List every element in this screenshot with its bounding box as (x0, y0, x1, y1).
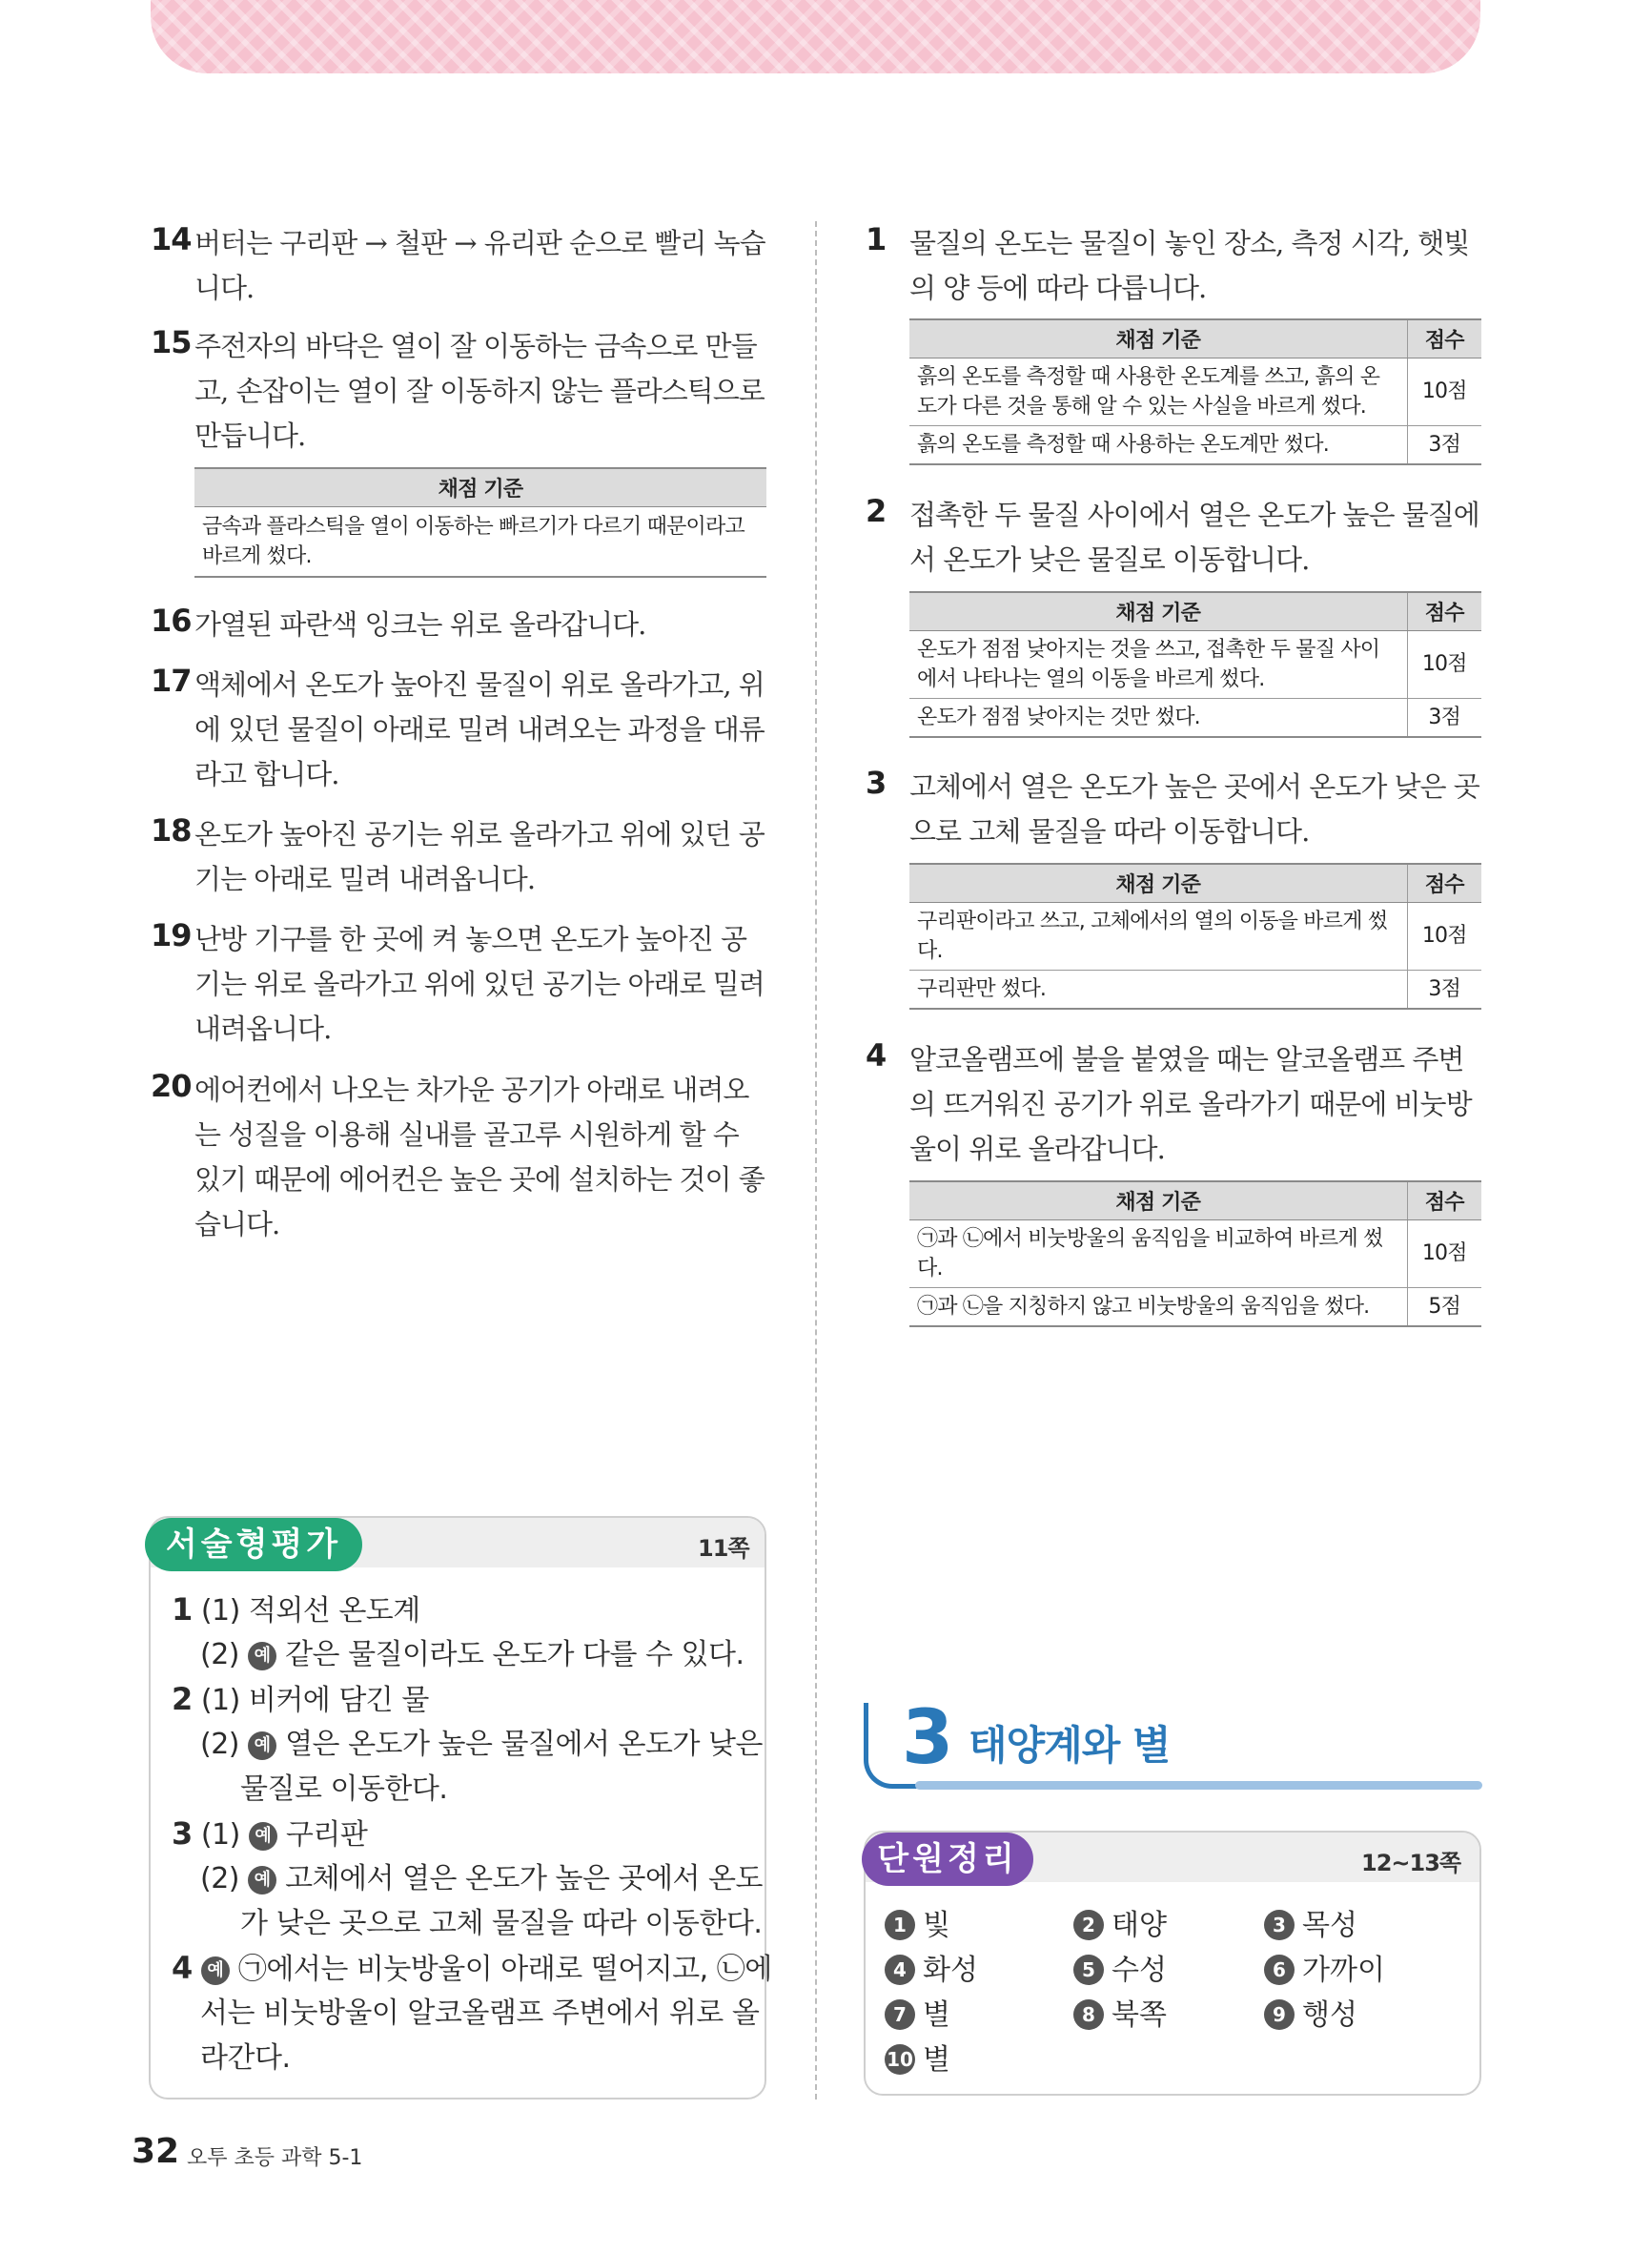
criteria-cell: 구리판이라고 쓰고, 고체에서의 열의 이동을 바르게 썼다. (909, 902, 1407, 970)
summary-item-text: 수성 (1112, 1954, 1167, 1987)
essay-answer-text: (1) (200, 1818, 249, 1852)
essay-page-ref: 11쪽 (698, 1535, 749, 1562)
answer-1-criteria-table (909, 318, 1481, 465)
circled-number-icon: 4 (885, 1955, 915, 1985)
criteria-cell: 금속과 플라스틱을 열이 이동하는 빠르기가 다르기 때문이라고 바르게 썼다. (194, 506, 766, 577)
question-number: 3 (866, 765, 887, 801)
essay-answer-number: 3 (172, 1815, 193, 1852)
circled-number-icon: 9 (1264, 1999, 1295, 2030)
essay-answer-line (200, 1632, 753, 1677)
criteria-header: 채점 기준 (909, 592, 1407, 630)
score-cell: 10점 (1407, 630, 1481, 698)
essay-answer-text: 라간다. (200, 2041, 291, 2075)
circled-number-icon: 5 (1073, 1955, 1104, 1985)
criteria-header: 채점 기준 (194, 468, 766, 506)
question-18 (151, 812, 770, 902)
question-text: 알코올램프에 불을 붙였을 때는 알코올램프 주변의 뜨거워진 공기가 위로 올라가기 때문에 비눗방울이 위로 올라갑니다. (909, 1043, 1472, 1165)
criteria-cell: 흙의 온도를 측정할 때 사용하는 온도계만 썼다. (909, 425, 1407, 464)
essay-answer-text: 물질로 이동한다. (240, 1772, 448, 1806)
score-cell: 3점 (1407, 698, 1481, 737)
page-number: 32 (132, 2132, 180, 2171)
answer-4-criteria-table (909, 1180, 1481, 1327)
essay-answer-text: 같은 물질이라도 온도가 다를 수 있다. (285, 1638, 744, 1671)
question-20 (151, 1068, 770, 1240)
score-header: 점수 (1407, 1181, 1481, 1219)
essay-answer-line (172, 1812, 753, 1857)
essay-answer-line (172, 1587, 753, 1633)
answer-2-criteria-table (909, 591, 1481, 738)
question-text: 버터는 구리판 → 철판 → 유리판 순으로 빨리 녹습니다. (194, 227, 765, 304)
score-cell: 3점 (1407, 425, 1481, 464)
essay-answer-text: 서는 비눗방울이 알코올램프 주변에서 위로 올 (200, 1997, 760, 2030)
summary-item-text: 태양 (1112, 1909, 1167, 1942)
essay-answer-number: 2 (172, 1681, 193, 1717)
answer-2 (866, 493, 1485, 583)
summary-item-text: 북쪽 (1112, 1998, 1167, 2032)
question-number: 17 (151, 663, 192, 699)
question-text: 에어컨에서 나오는 차가운 공기가 아래로 내려오는 성질을 이용해 실내를 골고루 시원하게 할 수 있기 때문에 에어컨은 높은 곳에 설치하는 것이 좋습니다. (194, 1074, 765, 1240)
score-cell: 10점 (1407, 358, 1481, 425)
criteria-cell: 온도가 점점 낮아지는 것만 썼다. (909, 698, 1407, 737)
question-text: 물질의 온도는 물질이 놓인 장소, 측정 시각, 햇빛의 양 등에 따라 다릅니다. (909, 227, 1470, 304)
question-number: 18 (151, 812, 192, 849)
criteria-header: 채점 기준 (909, 319, 1407, 358)
question-number: 14 (151, 221, 192, 257)
question-number: 16 (151, 603, 192, 639)
question-16 (151, 603, 770, 647)
example-mark-icon: 예 (249, 1822, 277, 1851)
essay-answer-text: 가 낮은 곳으로 고체 물질을 따라 이동한다. (240, 1907, 763, 1940)
summary-item-text: 화성 (923, 1954, 978, 1987)
book-title: 오투 초등 과학 5-1 (187, 2146, 363, 2170)
unit-summary-title: 단원정리 (862, 1833, 1033, 1886)
summary-item-text: 별 (923, 1998, 950, 2032)
summary-item-text: 빛 (923, 1909, 950, 1942)
essay-answer-line (200, 1991, 760, 2036)
essay-answer-text: 열은 온도가 높은 물질에서 온도가 낮은 (285, 1728, 763, 1761)
essay-answer-text: (1) 적외선 온도계 (200, 1594, 420, 1628)
example-mark-icon: 예 (201, 1956, 230, 1985)
q15-criteria-table (194, 467, 766, 578)
summary-item-text: 별 (923, 2043, 950, 2077)
question-text: 가열된 파란색 잉크는 위로 올라갑니다. (194, 608, 646, 641)
essay-answer-text: 고체에서 열은 온도가 높은 곳에서 온도 (285, 1862, 763, 1895)
question-text: 난방 기구를 한 곳에 켜 놓으면 온도가 높아진 공기는 위로 올라가고 위에 있던 공기는 아래로 밀려 내려옵니다. (194, 923, 765, 1045)
question-number: 4 (866, 1037, 887, 1074)
essay-answer-number: 4 (172, 1950, 193, 1986)
circled-number-icon: 3 (1264, 1910, 1295, 1940)
criteria-header: 채점 기준 (909, 864, 1407, 902)
criteria-header: 채점 기준 (909, 1181, 1407, 1219)
question-17 (151, 663, 770, 796)
answer-1 (866, 221, 1485, 311)
unit-underline (915, 1781, 1482, 1790)
criteria-cell: 온도가 점점 낮아지는 것을 쓰고, 접촉한 두 물질 사이에서 나타나는 열의 이동을 바르게 썼다. (909, 630, 1407, 698)
example-mark-icon: 예 (248, 1642, 276, 1670)
question-text: 접촉한 두 물질 사이에서 열은 온도가 높은 물질에서 온도가 낮은 물질로 이동합니다. (909, 499, 1479, 576)
score-cell: 10점 (1407, 1219, 1481, 1287)
column-divider (815, 221, 817, 2099)
question-number: 1 (866, 221, 887, 257)
score-header: 점수 (1407, 864, 1481, 902)
summary-item (1073, 1901, 1167, 1943)
essay-answer-text: (1) 비커에 담긴 물 (200, 1684, 429, 1717)
essay-answer-text: (2) (200, 1728, 249, 1761)
question-number: 20 (151, 1068, 192, 1104)
summary-item-text: 목성 (1302, 1909, 1357, 1942)
summary-item (1264, 1991, 1357, 2033)
essay-answer-text: (2) (200, 1862, 249, 1895)
question-19 (151, 917, 770, 1051)
question-15 (151, 324, 770, 458)
summary-item (1264, 1901, 1357, 1943)
summary-item (885, 1991, 950, 2033)
circled-number-icon: 7 (885, 1999, 915, 2030)
summary-page-ref: 12~13쪽 (1361, 1850, 1461, 1876)
essay-answer-number: 1 (172, 1591, 193, 1628)
criteria-cell: 흙의 온도를 측정할 때 사용한 온도계를 쓰고, 흙의 온도가 다른 것을 통해 알 수 있는 사실을 바르게 썼다. (909, 358, 1407, 425)
top-decorative-banner (151, 0, 1480, 73)
question-text: 주전자의 바닥은 열이 잘 이동하는 금속으로 만들고, 손잡이는 열이 잘 이동하지 않는 플라스틱으로 만듭니다. (194, 330, 765, 452)
question-number: 15 (151, 324, 192, 360)
question-number: 19 (151, 917, 192, 953)
score-header: 점수 (1407, 319, 1481, 358)
question-text: 고체에서 열은 온도가 높은 곳에서 온도가 낮은 곳으로 고체 물질을 따라 이동합니다. (909, 770, 1479, 848)
answer-3-criteria-table (909, 863, 1481, 1010)
example-mark-icon: 예 (248, 1866, 276, 1895)
circled-number-icon: 2 (1073, 1910, 1104, 1940)
essay-answer-text: ㉠에서는 비눗방울이 아래로 떨어지고, ㉡에 (237, 1953, 772, 1986)
circled-number-icon: 10 (885, 2044, 915, 2075)
essay-answer-line (200, 1722, 763, 1767)
essay-eval-title: 서술형평가 (145, 1518, 362, 1571)
answer-4 (866, 1037, 1485, 1171)
score-cell: 3점 (1407, 970, 1481, 1009)
unit-number: 3 (902, 1695, 954, 1781)
summary-item (1073, 1946, 1167, 1988)
essay-answer-line (200, 1856, 763, 1901)
summary-item-text: 가까이 (1302, 1954, 1385, 1987)
circled-number-icon: 8 (1073, 1999, 1104, 2030)
question-number: 2 (866, 493, 887, 529)
essay-answer-text: (2) (200, 1638, 249, 1671)
summary-item (1264, 1946, 1385, 1988)
essay-answer-line (200, 2036, 753, 2080)
answer-3 (866, 765, 1485, 854)
score-cell: 10점 (1407, 902, 1481, 970)
circled-number-icon: 1 (885, 1910, 915, 1940)
circled-number-icon: 6 (1264, 1955, 1295, 1985)
score-cell: 5점 (1407, 1287, 1481, 1326)
question-text: 온도가 높아진 공기는 위로 올라가고 위에 있던 공기는 아래로 밀려 내려옵니다. (194, 818, 765, 895)
score-header: 점수 (1407, 592, 1481, 630)
essay-answer-line (172, 1946, 772, 1992)
summary-item-text: 행성 (1302, 1998, 1357, 2032)
summary-item (885, 2036, 950, 2078)
question-text: 액체에서 온도가 높아진 물질이 위로 올라가고, 위에 있던 물질이 아래로 밀려 내려오는 과정을 대류라고 합니다. (194, 668, 765, 790)
criteria-cell: 구리판만 썼다. (909, 970, 1407, 1009)
essay-answer-line (240, 1767, 753, 1812)
essay-answer-line (172, 1677, 753, 1723)
summary-item (885, 1901, 950, 1943)
question-14 (151, 221, 770, 311)
criteria-cell: ㉠과 ㉡을 지칭하지 않고 비눗방울의 움직임을 썼다. (909, 1287, 1407, 1326)
example-mark-icon: 예 (248, 1731, 276, 1760)
summary-item (1073, 1991, 1167, 2033)
essay-answer-text: 구리판 (285, 1818, 368, 1852)
summary-item (885, 1946, 978, 1988)
unit-title: 태양계와 별 (969, 1722, 1171, 1769)
criteria-cell: ㉠과 ㉡에서 비눗방울의 움직임을 비교하여 바르게 썼다. (909, 1219, 1407, 1287)
essay-answer-line (240, 1901, 763, 1946)
